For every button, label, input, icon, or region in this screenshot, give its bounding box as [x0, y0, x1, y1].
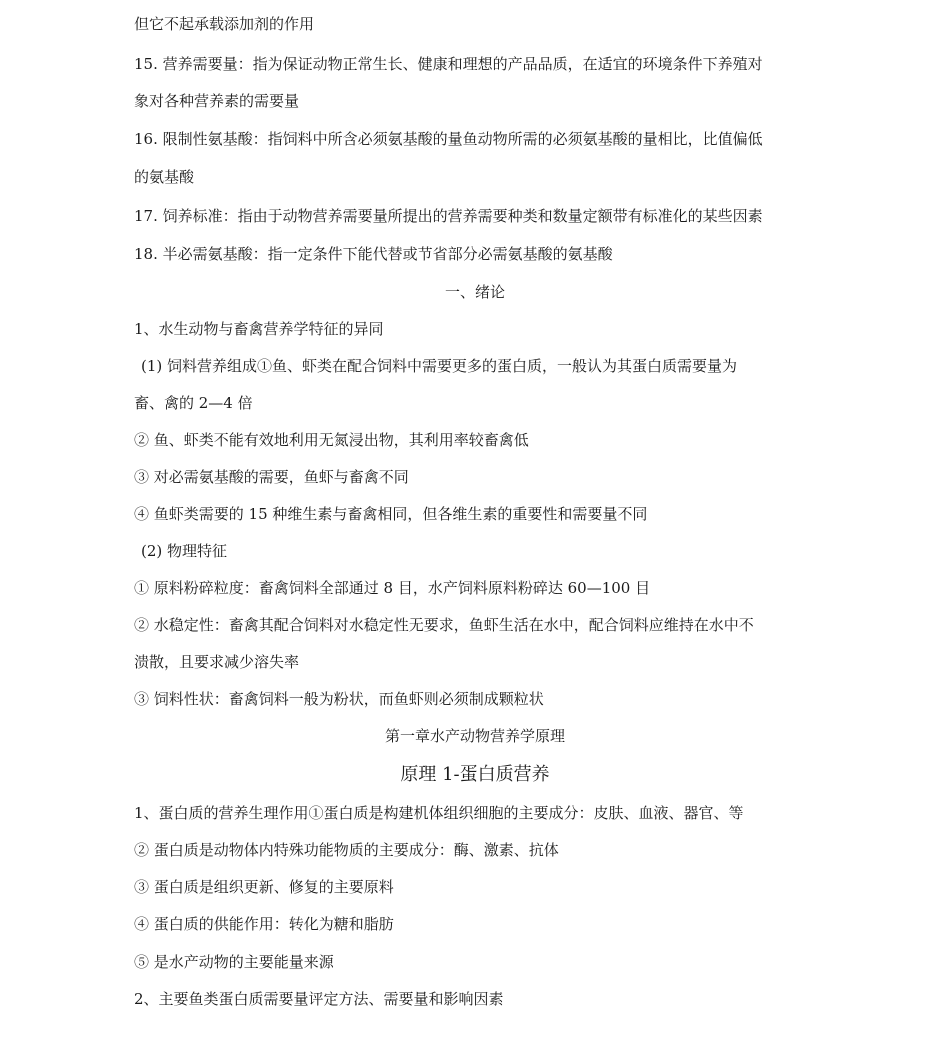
text-line: 的氨基酸: [134, 168, 195, 186]
list-item: ① 原料粉碎粒度：畜禽饲料全部通过 8 目，水产饲料原料粉碎达 60—100 目: [134, 579, 651, 597]
list-item: ③ 饲料性状：畜禽饲料一般为粉状，而鱼虾则必须制成颗粒状: [134, 690, 544, 708]
list-item: ③ 对必需氨基酸的需要，鱼虾与畜禽不同: [134, 468, 409, 486]
text-line: (1) 饲料营养组成①鱼、虾类在配合饲料中需要更多的蛋白质，一般认为其蛋白质需要量为: [141, 357, 738, 375]
section-heading: 一、绪论: [444, 283, 505, 301]
list-item: ② 鱼、虾类不能有效地利用无氮浸出物，其利用率较畜禽低: [134, 431, 529, 449]
text-line: 溃散，且要求减少溶失率: [134, 653, 300, 671]
chapter-heading: 第一章水产动物营养学原理: [384, 727, 565, 745]
definition-18-line: 18. 半必需氨基酸：指一定条件下能代替或节省部分必需氨基酸的氨基酸: [134, 245, 613, 263]
list-item: ② 蛋白质是动物体内特殊功能物质的主要成分：酶、激素、抗体: [134, 841, 559, 859]
item-heading: 2、主要鱼类蛋白质需要量评定方法、需要量和影响因素: [134, 990, 504, 1008]
definition-15-line: 15. 营养需要量：指为保证动物正常生长、健康和理想的产品品质，在适宜的环境条件下养殖对: [134, 55, 763, 73]
text-line: 象对各种营养素的需要量: [134, 92, 300, 110]
definition-16-line: 16. 限制性氨基酸：指饲料中所含必须氨基酸的量鱼动物所需的必须氨基酸的量相比，比值偏低: [134, 130, 763, 148]
definition-17-line: 17. 饲养标准：指由于动物营养需要量所提出的营养需要种类和数量定额带有标准化的某些因素: [134, 207, 763, 225]
item-heading: 1、蛋白质的营养生理作用①蛋白质是构建机体组织细胞的主要成分：皮肤、血液、器官、等: [134, 804, 744, 822]
text-line: 但它不起承载添加剂的作用: [134, 15, 315, 33]
item-heading: 1、水生动物与畜禽营养学特征的异同: [134, 320, 384, 338]
list-item: ③ 蛋白质是组织更新、修复的主要原料: [134, 878, 394, 896]
sub-heading: (2) 物理特征: [141, 542, 228, 560]
section-title: 原理 1-蛋白质营养: [400, 764, 550, 785]
text-line: 畜、禽的 2—4 倍: [134, 394, 253, 412]
list-item: ④ 蛋白质的供能作用：转化为糖和脂肪: [134, 915, 394, 933]
list-item: ② 水稳定性：畜禽其配合饲料对水稳定性无要求，鱼虾生活在水中，配合饲料应维持在水中不: [134, 616, 754, 634]
list-item: ④ 鱼虾类需要的 15 种维生素与畜禽相同，但各维生素的重要性和需要量不同: [134, 505, 648, 523]
list-item: ⑤ 是水产动物的主要能量来源: [134, 953, 334, 971]
